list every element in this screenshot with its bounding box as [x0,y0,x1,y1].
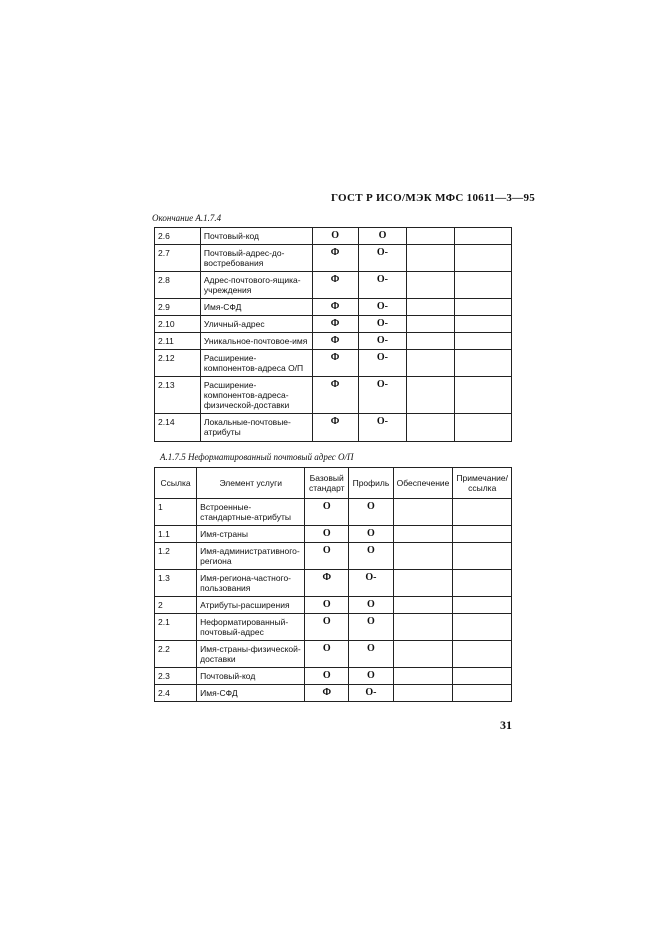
col-header: Элемент услуги [197,468,305,499]
table-row [155,245,512,272]
element-cell: Локальные-почтовые-атрибуты [200,414,312,442]
table1-caption: Окончание А.1.7.4 [152,213,222,223]
support-cell [407,414,455,442]
note-cell [455,333,512,350]
profile-cell: О- [349,685,393,702]
base-standard-cell: О [305,526,349,543]
base-standard-cell: О [305,499,349,526]
support-cell [407,299,455,316]
col-header: Примечание/ссылка [453,468,512,499]
profile-cell: О- [358,414,407,442]
ref-cell: 2.10 [155,316,201,333]
profile-cell: О- [358,299,407,316]
ref-cell: 2.1 [155,614,197,641]
col-header: Ссылка [155,468,197,499]
support-cell [393,597,453,614]
note-cell [453,685,512,702]
element-cell: Имя-административного-региона [197,543,305,570]
base-standard-cell: Ф [312,377,358,414]
profile-cell: О- [358,272,407,299]
table-row [155,272,512,299]
ref-cell: 2.11 [155,333,201,350]
base-standard-cell: Ф [312,272,358,299]
base-standard-cell: Ф [312,299,358,316]
profile-cell: О [349,614,393,641]
support-cell [393,499,453,526]
profile-cell: О [349,543,393,570]
ref-cell: 2.6 [155,228,201,245]
support-cell [407,333,455,350]
ref-cell: 2.4 [155,685,197,702]
table-row [155,333,512,350]
table-row [155,668,512,685]
support-cell [393,543,453,570]
profile-cell: О- [358,377,407,414]
table-row [155,414,512,442]
ref-cell: 2.13 [155,377,201,414]
note-cell [455,377,512,414]
note-cell [453,614,512,641]
note-cell [453,499,512,526]
note-cell [455,272,512,299]
note-cell [453,668,512,685]
table-unformatted-postal-address [154,467,512,702]
profile-cell: О [349,526,393,543]
ref-cell: 1.3 [155,570,197,597]
table-row [155,350,512,377]
table-row [155,685,512,702]
table-row [155,570,512,597]
support-cell [407,245,455,272]
support-cell [393,668,453,685]
support-cell [393,685,453,702]
table2-caption: А.1.7.5 Неформатированный почтовый адрес О/П [160,452,354,462]
note-cell [455,228,512,245]
profile-cell: О- [349,570,393,597]
element-cell: Адрес-почтового-ящика-учреждения [200,272,312,299]
note-cell [453,543,512,570]
table-row [155,228,512,245]
element-cell: Почтовый-код [200,228,312,245]
ref-cell: 2.3 [155,668,197,685]
element-cell: Имя-региона-частного-пользования [197,570,305,597]
base-standard-cell: О [305,543,349,570]
profile-cell: О [349,499,393,526]
element-cell: Уличный-адрес [200,316,312,333]
table-row [155,543,512,570]
note-cell [453,641,512,668]
table-row [155,377,512,414]
support-cell [407,272,455,299]
support-cell [407,350,455,377]
element-cell: Встроенные-стандартные-атрибуты [197,499,305,526]
note-cell [455,299,512,316]
element-cell: Почтовый-код [197,668,305,685]
profile-cell: О [349,641,393,668]
ref-cell: 2.9 [155,299,201,316]
support-cell [393,614,453,641]
base-standard-cell: О [305,668,349,685]
page-number: 31 [500,718,512,732]
ref-cell: 2.2 [155,641,197,668]
base-standard-cell: Ф [305,570,349,597]
element-cell: Имя-СФД [197,685,305,702]
col-header: Обеспечение [393,468,453,499]
note-cell [455,414,512,442]
element-cell: Расширение-компонентов-адреса-физической-доставки [200,377,312,414]
ref-cell: 2.12 [155,350,201,377]
col-header: Профиль [349,468,393,499]
element-cell: Неформатированный-почтовый-адрес [197,614,305,641]
table-row [155,499,512,526]
support-cell [393,570,453,597]
base-standard-cell: Ф [312,245,358,272]
note-cell [453,597,512,614]
col-header: Базовый стандарт [305,468,349,499]
table-row [155,641,512,668]
profile-cell: О- [358,333,407,350]
table-row [155,316,512,333]
element-cell: Уникальное-почтовое-имя [200,333,312,350]
support-cell [407,316,455,333]
base-standard-cell: О [305,614,349,641]
ref-cell: 2.8 [155,272,201,299]
base-standard-cell: О [305,641,349,668]
element-cell: Имя-страны-физической-доставки [197,641,305,668]
element-cell: Атрибуты-расширения [197,597,305,614]
standard-header: ГОСТ Р ИСО/МЭК МФС 10611—3—95 [331,192,536,204]
base-standard-cell: Ф [312,414,358,442]
support-cell [407,377,455,414]
element-cell: Имя-страны [197,526,305,543]
base-standard-cell: Ф [305,685,349,702]
profile-cell: О [349,597,393,614]
base-standard-cell: О [305,597,349,614]
base-standard-cell: О [312,228,358,245]
ref-cell: 1.2 [155,543,197,570]
note-cell [453,526,512,543]
support-cell [393,641,453,668]
profile-cell: О- [358,350,407,377]
ref-cell: 2 [155,597,197,614]
note-cell [455,316,512,333]
ref-cell: 1 [155,499,197,526]
element-cell: Имя-СФД [200,299,312,316]
profile-cell: О [349,668,393,685]
ref-cell: 1.1 [155,526,197,543]
element-cell: Расширение-компонентов-адреса О/П [200,350,312,377]
support-cell [393,526,453,543]
base-standard-cell: Ф [312,350,358,377]
note-cell [455,350,512,377]
note-cell [453,570,512,597]
element-cell: Почтовый-адрес-до-востребования [200,245,312,272]
profile-cell: О- [358,316,407,333]
base-standard-cell: Ф [312,333,358,350]
table-row [155,526,512,543]
profile-cell: О- [358,245,407,272]
ref-cell: 2.7 [155,245,201,272]
note-cell [455,245,512,272]
profile-cell: О [358,228,407,245]
base-standard-cell: Ф [312,316,358,333]
table-row [155,614,512,641]
ref-cell: 2.14 [155,414,201,442]
table-row [155,597,512,614]
support-cell [407,228,455,245]
table-row [155,299,512,316]
table-continuation [154,227,512,442]
